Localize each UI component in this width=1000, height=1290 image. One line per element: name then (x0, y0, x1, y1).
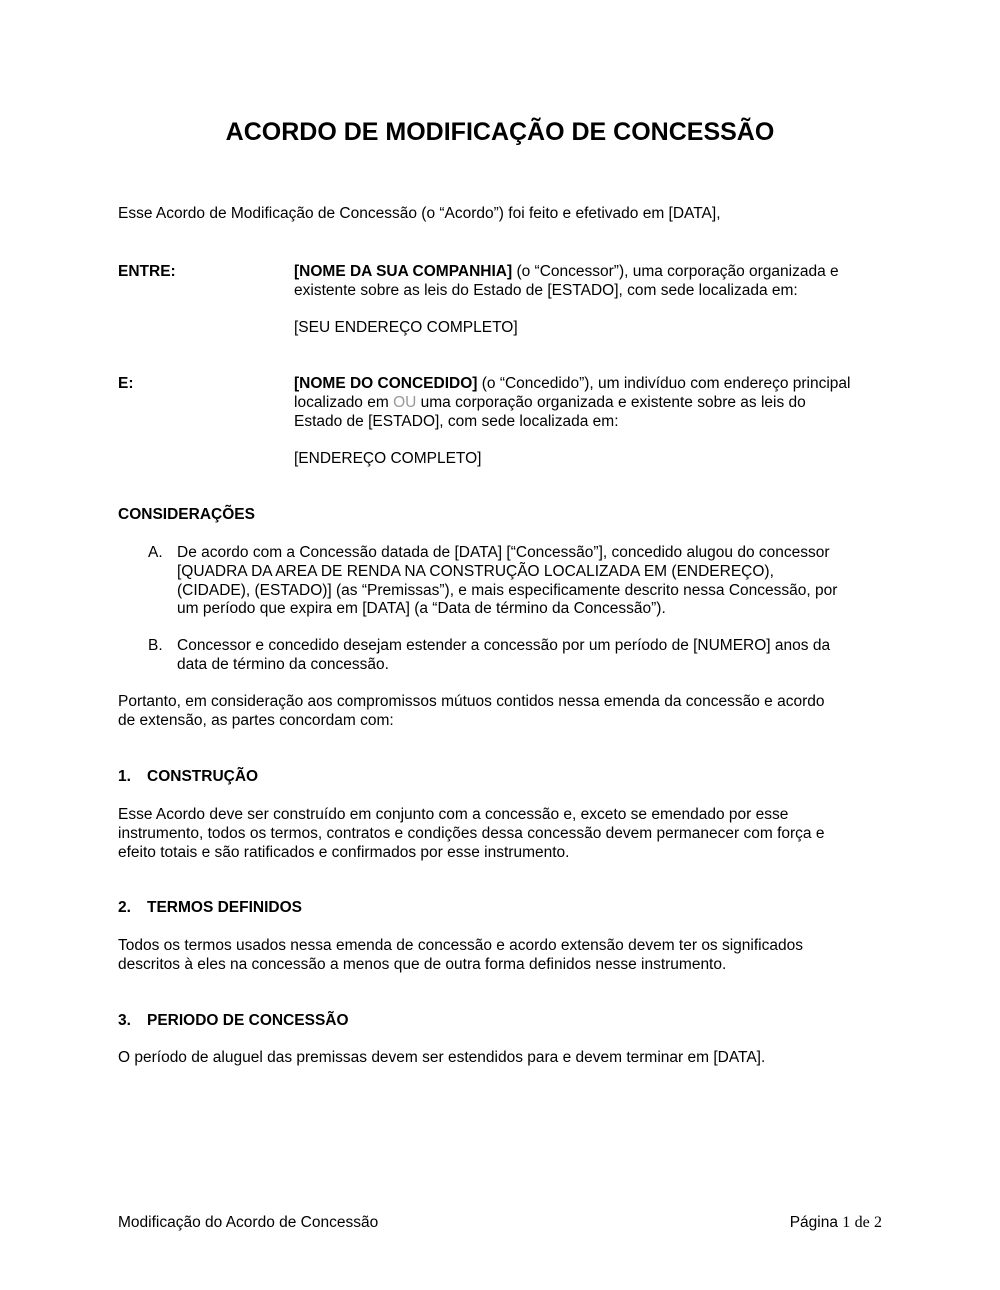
party-1-line-2: existente sobre as leis do Estado de [ESTADO], com sede localizada em: (294, 282, 798, 299)
consideration-a-line-3: (CIDADE), (ESTADO)] (as “Premissas”), e mais especificamente descrito nessa Concessão, por (177, 582, 838, 599)
party-2-name: [NOME DO CONCEDIDO] (294, 375, 478, 392)
section-1-heading (118, 767, 258, 786)
therefore-line-1: Portanto, em consideração aos compromissos mútuos contidos nessa emenda da concessão e acordo (118, 693, 825, 710)
section-3-title: PERIODO DE CONCESSÃO (147, 1012, 349, 1029)
party-2-line-2-pre: localizado em (294, 394, 394, 411)
consideration-a-marker: A. (148, 544, 163, 561)
consideration-a-line-4: um período que expira em [DATA] (a “Data de término da Concessão”). (177, 600, 666, 617)
party-2-line-1-rest: (o “Concedido”), um indivíduo com endereço principal (477, 375, 851, 392)
consideration-a-line-2: [QUADRA DA AREA DE RENDA NA CONSTRUÇÃO LOCALIZADA EM (ENDEREÇO), (177, 563, 774, 580)
therefore-line-2: de extensão, as partes concordam com: (118, 712, 394, 729)
party-2-line-3: Estado de [ESTADO], com sede localizada em: (294, 413, 619, 430)
party-1-name: [NOME DA SUA COMPANHIA] (294, 263, 513, 280)
section-1-line-2: instrumento, todos os termos, contratos e condições dessa concessão devem permanecer com força e (118, 825, 825, 842)
party-2-line-2 (294, 393, 894, 412)
considerations-heading: CONSIDERAÇÕES (118, 506, 255, 523)
section-3-number: 3. (118, 1012, 131, 1029)
party-1-line-1-rest: (o “Concessor”), uma corporação organizada e (512, 263, 839, 280)
page-total: 2 (874, 1214, 882, 1231)
section-2-number: 2. (118, 899, 131, 916)
section-1-line-1: Esse Acordo deve ser construído em conjunto com a concessão e, exceto se emendado por esse (118, 806, 789, 823)
party-label-entre: ENTRE: (118, 263, 176, 280)
party-2-line-2-post: uma corporação organizada e existente sobre as leis do (416, 394, 806, 411)
page-of: de (854, 1214, 870, 1231)
section-2-title: TERMOS DEFINIDOS (147, 899, 303, 916)
footer-page-number (790, 1213, 882, 1232)
section-1-line-3: efeito totais e são ratificados e confirmados por esse instrumento. (118, 844, 570, 861)
party-label-e: E: (118, 375, 134, 392)
party-1-address: [SEU ENDEREÇO COMPLETO] (294, 319, 518, 336)
section-3-line-1: O período de aluguel das premissas devem ser estendidos para e devem terminar em [DATA]. (118, 1049, 766, 1066)
page-current: 1 (842, 1214, 851, 1231)
or-placeholder: OU (393, 394, 417, 411)
party-1-line-1 (294, 262, 894, 281)
section-2-line-1: Todos os termos usados nessa emenda de concessão e acordo extensão devem ter os significados (118, 937, 803, 954)
consideration-b-marker: B. (148, 637, 163, 654)
intro-paragraph: Esse Acordo de Modificação de Concessão (o “Acordo”) foi feito e efetivado em [DATA], (118, 205, 721, 222)
document-title: ACORDO DE MODIFICAÇÃO DE CONCESSÃO (225, 118, 775, 146)
section-3-heading (118, 1011, 349, 1030)
party-2-address: [ENDEREÇO COMPLETO] (294, 450, 482, 467)
consideration-a-line-1: De acordo com a Concessão datada de [DATA] [“Concessão”], concedido alugou do concessor (177, 544, 830, 561)
consideration-b-line-2: data de término da concessão. (177, 656, 389, 673)
section-2-line-2: descritos à eles na concessão a menos que de outra forma definidos nesse instrumento. (118, 956, 727, 973)
footer-document-name: Modificação do Acordo de Concessão (118, 1214, 379, 1231)
page-label: Página (789, 1214, 838, 1231)
section-1-title: CONSTRUÇÃO (147, 768, 259, 785)
party-2-line-1 (294, 374, 894, 393)
section-1-number: 1. (118, 768, 131, 785)
section-2-heading (118, 898, 302, 917)
consideration-b-line-1: Concessor e concedido desejam estender a concessão por um período de [NUMERO] anos da (177, 637, 831, 654)
